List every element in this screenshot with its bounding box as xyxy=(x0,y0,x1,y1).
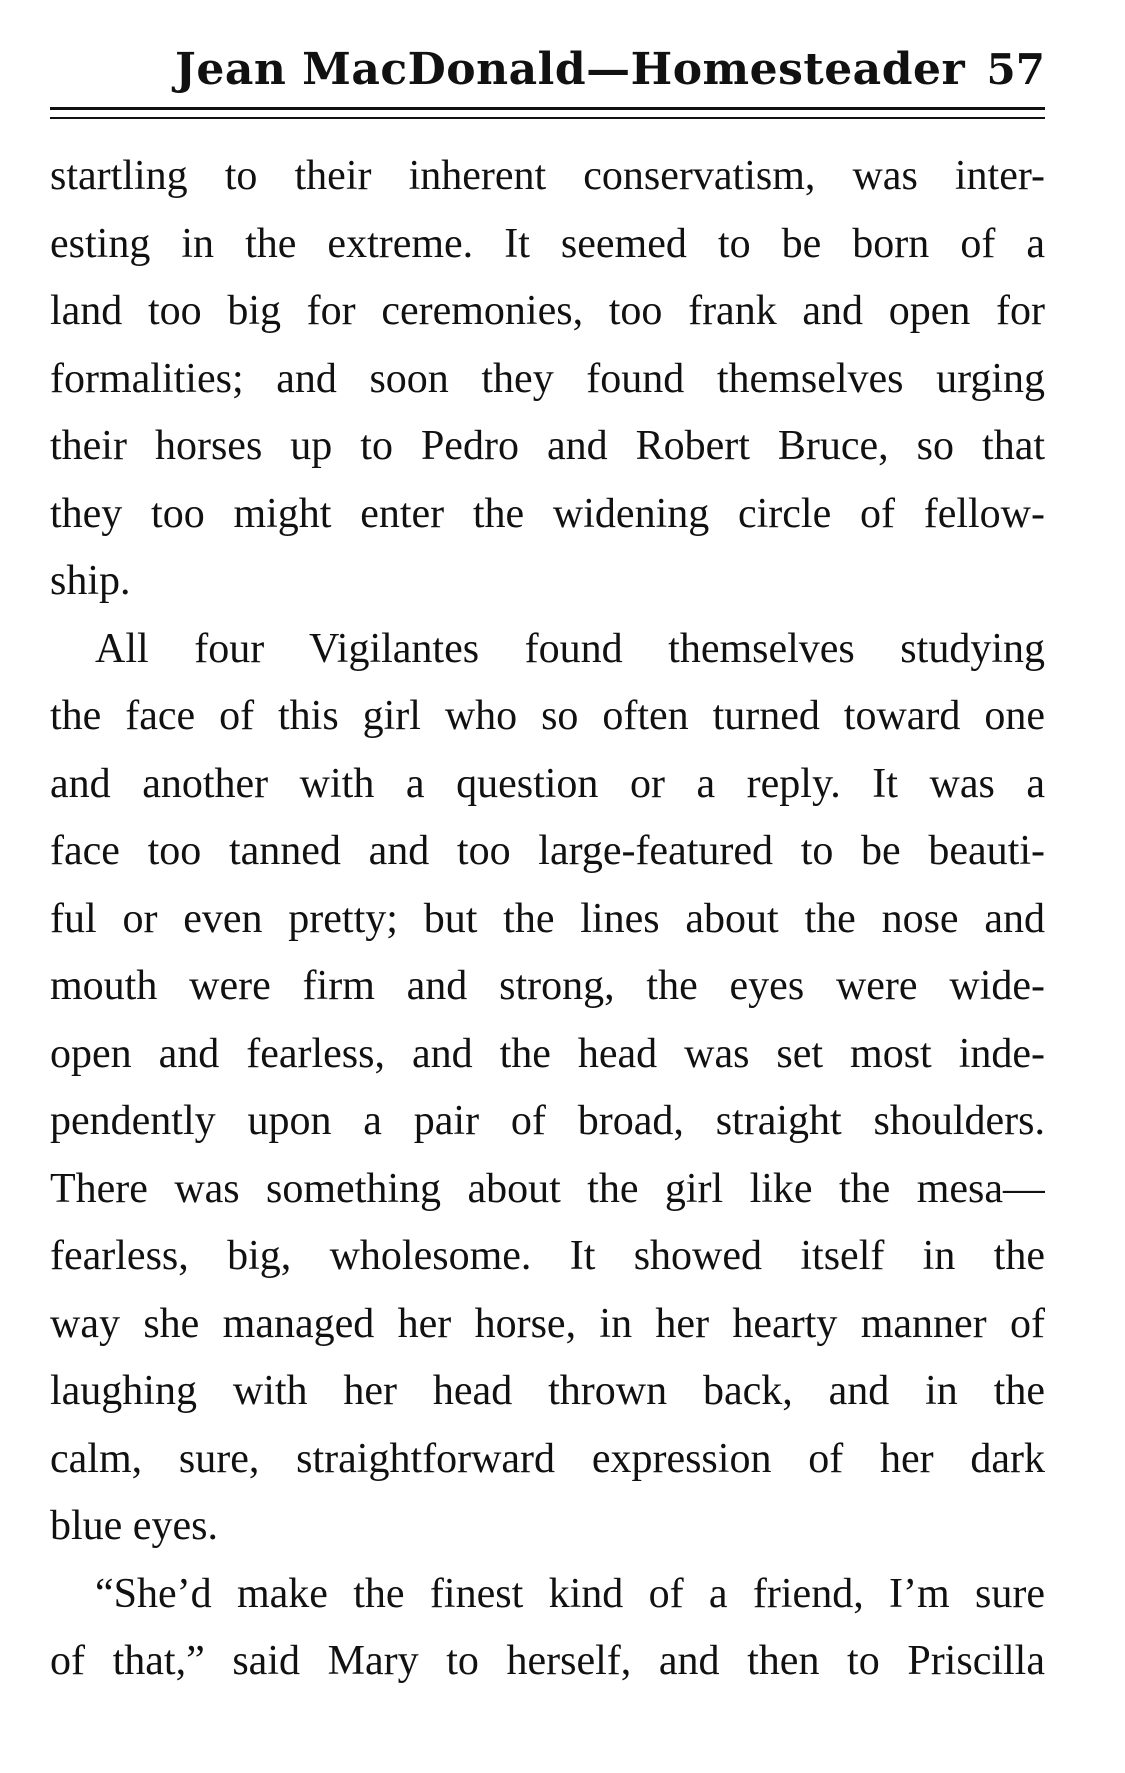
text-line: mouth were firm and strong, the eyes were wide- xyxy=(50,963,1045,1009)
text-line: calm, sure, straightforward expression of her dark xyxy=(50,1435,1045,1482)
page-header xyxy=(50,40,1045,100)
text-line: of that,” said Mary to herself, and then to Priscilla xyxy=(50,1638,1045,1684)
text-line: pendently upon a pair of broad, straight shoulders. xyxy=(50,1098,1045,1144)
text-line: ful or even pretty; but the lines about the nose and xyxy=(50,895,1045,942)
body-text xyxy=(50,143,1045,1696)
text-line: laughing with her head thrown back, and in the xyxy=(50,1368,1045,1414)
text-line: blue eyes. xyxy=(50,1503,218,1549)
text-line: way she managed her horse, in her hearty manner of xyxy=(50,1300,1045,1347)
text-line: the face of this girl who so often turned toward one xyxy=(50,693,1045,739)
text-line: ship. xyxy=(50,558,131,604)
text-line: startling to their inherent conservatism, was inter- xyxy=(50,153,1045,199)
header-rule-top xyxy=(50,107,1045,110)
text-line: There was something about the girl like the mesa— xyxy=(50,1165,1045,1212)
text-line: formalities; and soon they found themselves urging xyxy=(50,355,1045,402)
text-line: and another with a question or a reply. It was a xyxy=(50,760,1045,807)
text-line: “She’d make the finest kind of a friend, I’m sure xyxy=(95,1570,1045,1617)
text-line: open and fearless, and the head was set most inde- xyxy=(50,1030,1045,1077)
text-line: face too tanned and too large-featured to be beauti- xyxy=(50,828,1045,874)
text-line: they too might enter the widening circle of fellow- xyxy=(50,490,1045,537)
text-line: fearless, big, wholesome. It showed itself in the xyxy=(50,1233,1045,1279)
text-line: All four Vigilantes found themselves studying xyxy=(95,625,1045,672)
header-rule-bottom xyxy=(50,117,1045,119)
text-line: land too big for ceremonies, too frank and open for xyxy=(50,288,1045,334)
text-line: their horses up to Pedro and Robert Bruce, so that xyxy=(50,423,1045,469)
running-title: Jean MacDonald—Homesteader xyxy=(175,44,966,95)
text-line: esting in the extreme. It seemed to be born of a xyxy=(50,220,1045,267)
page-number: 57 xyxy=(986,45,1045,94)
